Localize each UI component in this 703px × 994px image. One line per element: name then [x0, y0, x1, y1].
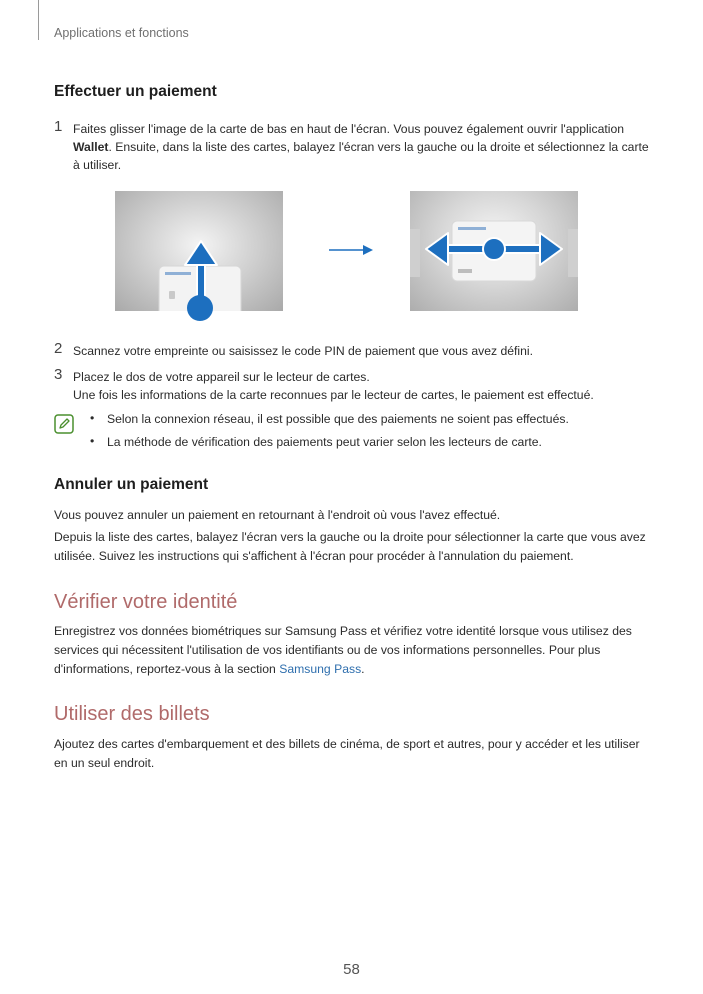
bullet-icon: •: [90, 434, 95, 448]
illustration-swipe-sideways: [410, 191, 578, 311]
cancel-paragraph-1: Vous pouvez annuler un paiement en retournant à l'endroit où vous l'avez effectué.: [54, 508, 501, 522]
step-1: [54, 120, 654, 174]
note-icon: [54, 414, 74, 434]
step-number: 3: [54, 366, 63, 383]
heading-utiliser-billets: Utiliser des billets: [54, 703, 210, 725]
tickets-paragraph: Ajoutez des cartes d'embarquement et des billets de cinéma, de sport et autres, pour y accéder et les utiliser en un seul endroit.: [54, 737, 640, 770]
step-text: Scannez votre empreinte ou saisissez le code PIN de paiement que vous avez défini.: [73, 344, 534, 358]
heading-verifier-identite: Vérifier votre identité: [54, 591, 238, 613]
cancel-paragraph-2: Depuis la liste des cartes, balayez l'écran vers la gauche ou la droite pour sélectionner la carte que vous avez utilisée. Suivez les instructions qui s'affichent à l'écran pour procéder à l'annulation du paiement.: [54, 530, 646, 563]
verify-paragraph: Enregistrez vos données biométriques sur Samsung Pass et vérifiez votre identité lorsque vous utilisez des services qui nécessitent l'utilisation de vos identifiants ou de vos informations personnelles. Pour plus d'informations, reportez-vous à la section Samsung Pass.: [54, 624, 632, 676]
step-text: Faites glisser l'image de la carte de bas en haut de l'écran. Vous pouvez également ouvrir l'application Wallet. Ensuite, dans la liste des cartes, balayez l'écran vers la gauche ou la droite et sélectionnez la carte à utiliser.: [73, 122, 649, 172]
note-item: • Selon la connexion réseau, il est possible que des paiements ne soient pas effectués.: [90, 411, 569, 426]
samsung-pass-link[interactable]: Samsung Pass: [279, 662, 362, 676]
step-number: 1: [54, 118, 63, 135]
touch-point-icon: [187, 295, 213, 321]
bullet-icon: •: [90, 411, 95, 425]
header-rule: [38, 0, 39, 40]
illustration-swipe-up: [115, 191, 283, 311]
wallet-app-name: Wallet: [73, 140, 109, 154]
note-item: • La méthode de vérification des paiements peut varier selon les lecteurs de carte.: [90, 434, 542, 449]
heading-effectuer-paiement: Effectuer un paiement: [54, 83, 217, 100]
step-number: 2: [54, 340, 63, 357]
arrow-right-icon: [327, 240, 375, 260]
heading-annuler-paiement: Annuler un paiement: [54, 476, 209, 493]
step-text: Placez le dos de votre appareil sur le lecteur de cartes. Une fois les informations de la carte reconnues par le lecteur de cartes, le paiement est effectué.: [73, 370, 594, 402]
step-2: [54, 342, 654, 360]
section-header: Applications et fonctions: [54, 26, 189, 40]
step-3: [54, 368, 654, 404]
page-number: 58: [343, 961, 360, 978]
